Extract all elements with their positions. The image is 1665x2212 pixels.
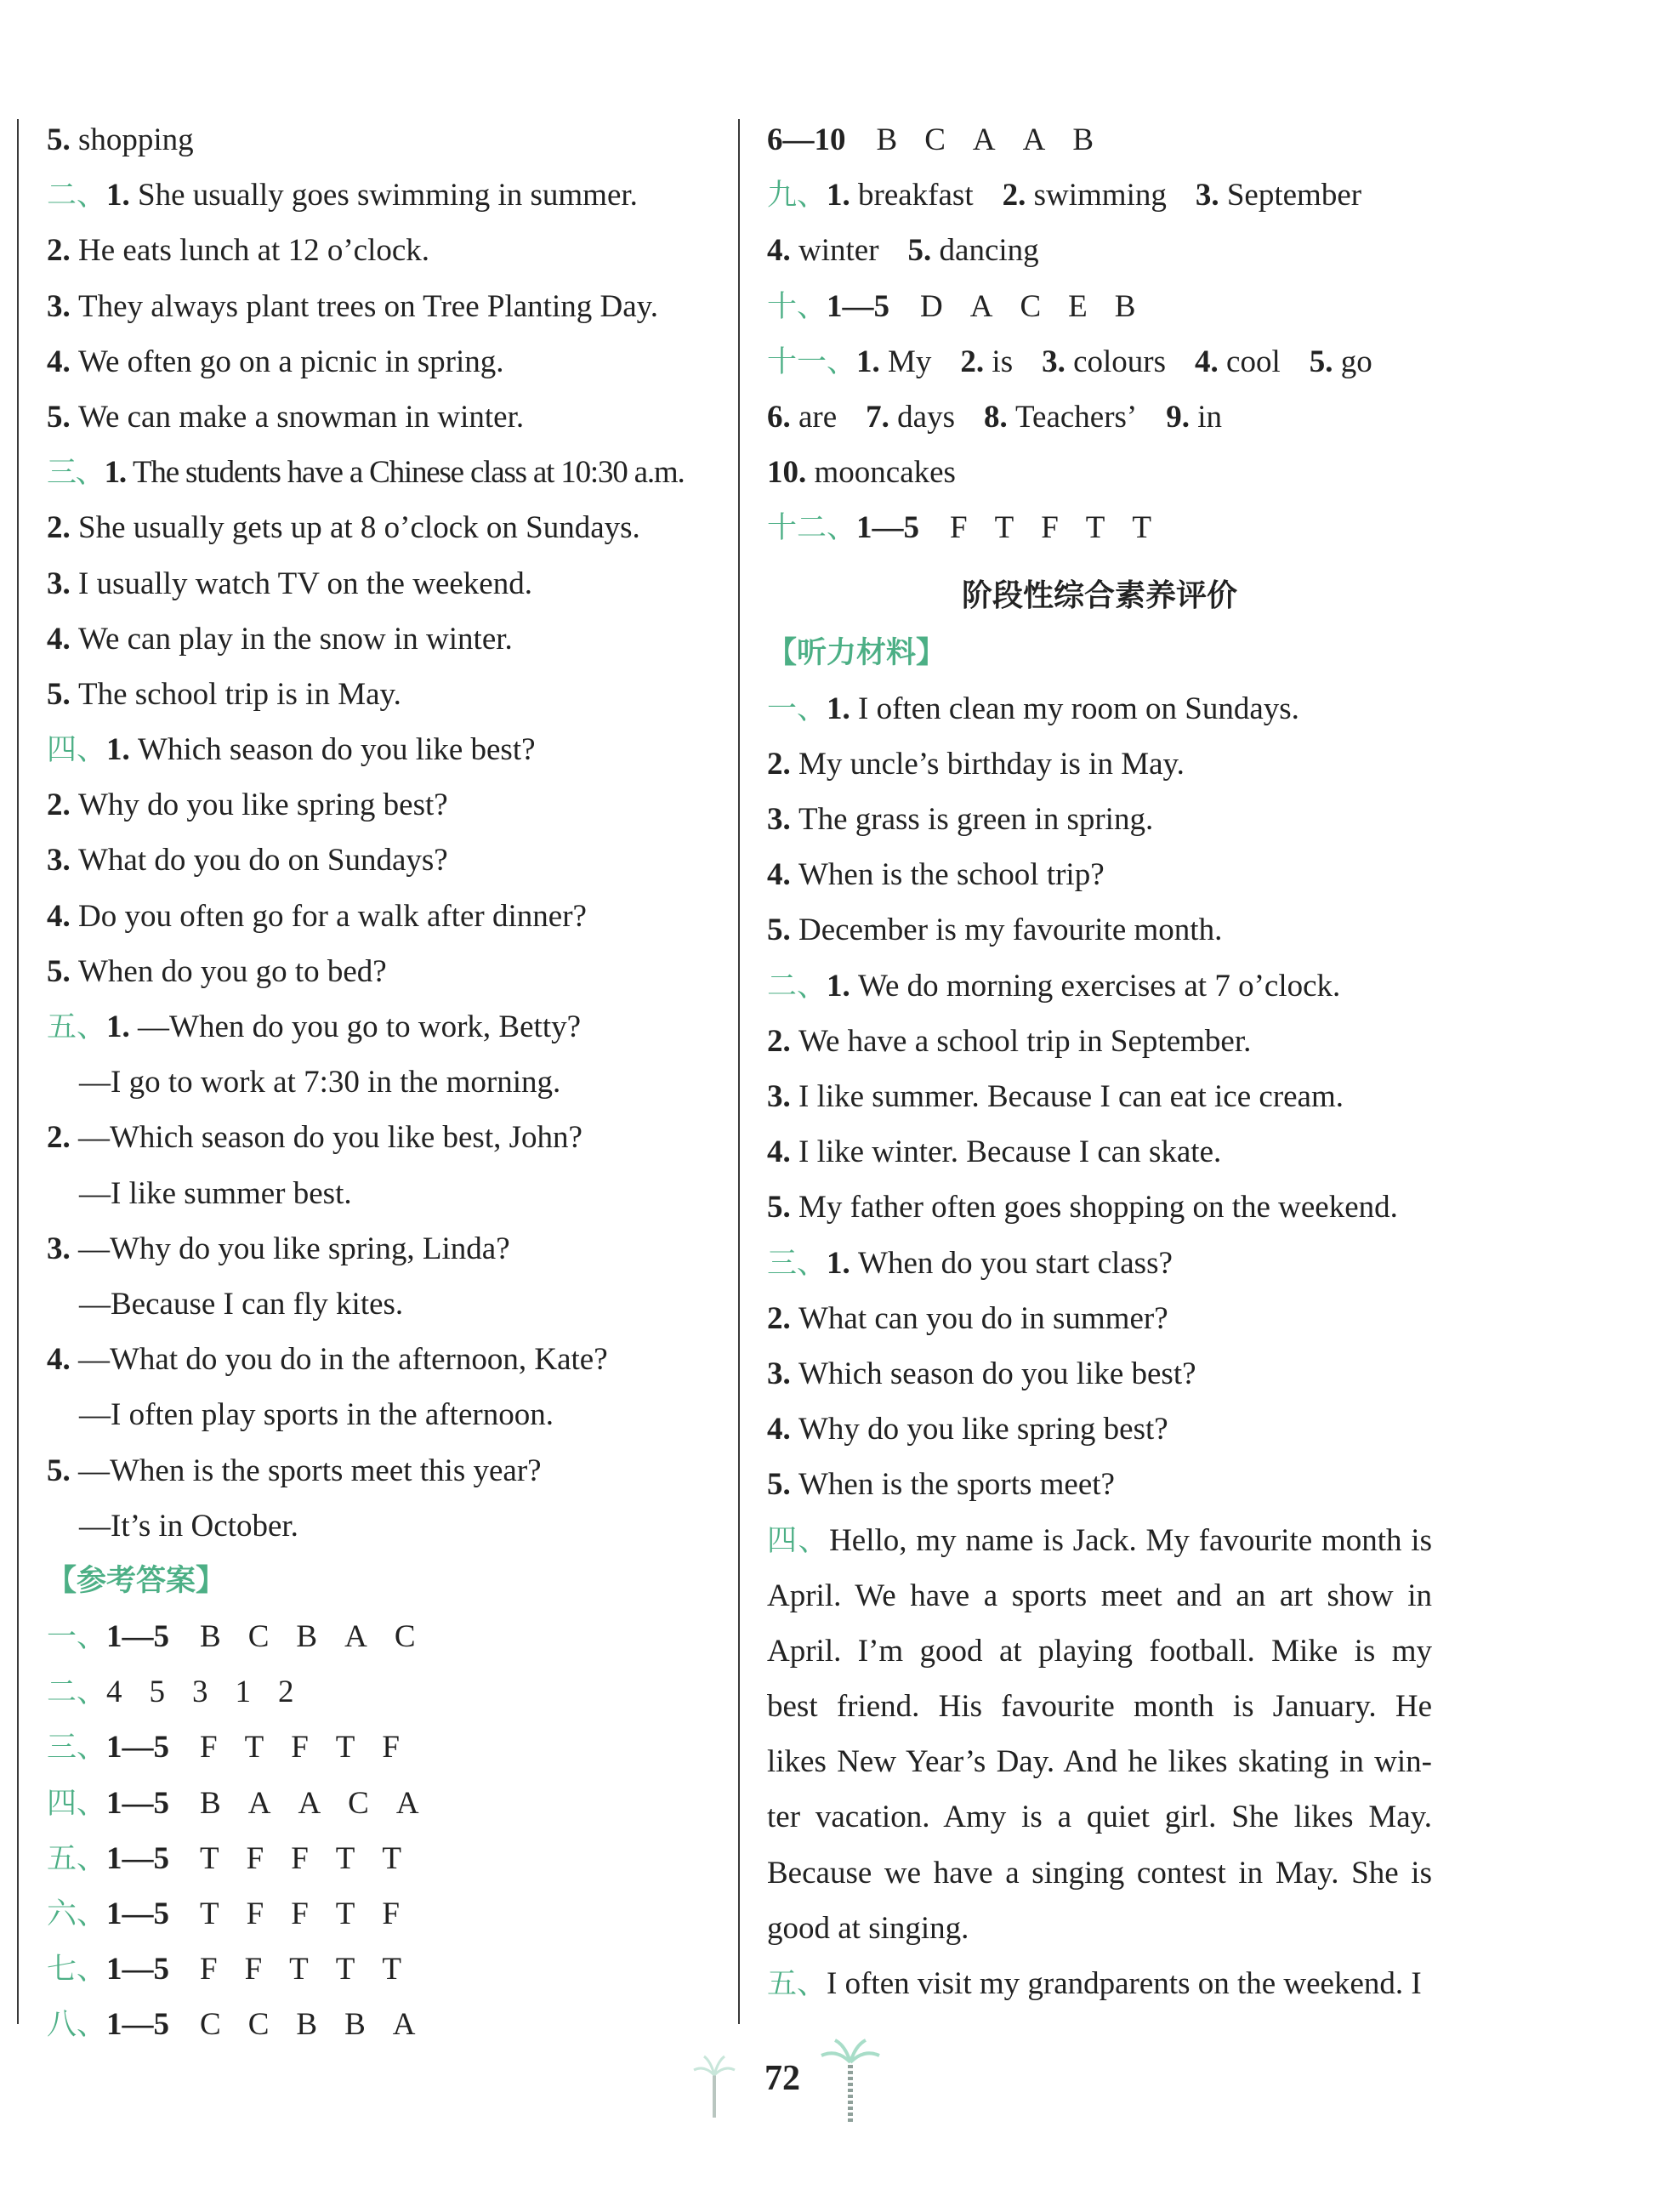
answer-value: F — [1041, 510, 1059, 546]
listening-lines — [767, 681, 1432, 1513]
item-number: 1. — [104, 455, 134, 491]
item-number: 4. — [47, 621, 78, 657]
item-number: 5. — [767, 1190, 798, 1225]
item-number: 9. — [1166, 399, 1198, 435]
item-number: 1—5 — [106, 1730, 170, 1766]
item-number: 4. — [47, 344, 78, 379]
answer-value: C — [348, 1785, 369, 1821]
section-number: 三、 — [47, 456, 105, 491]
item-number: 7. — [866, 399, 898, 435]
item-number: 2. — [47, 1120, 78, 1156]
answer-key-row — [47, 1886, 727, 1942]
section-heading: 阶段性综合素养评价 — [961, 577, 1237, 613]
answer-line — [47, 611, 727, 667]
item-text: The grass is green in spring. — [798, 802, 1154, 838]
answer-item — [767, 233, 879, 268]
item-text: Do you often go for a walk after dinner? — [78, 898, 587, 934]
item-text: We often go on a picnic in spring. — [78, 344, 504, 379]
answer-value: 5 — [149, 1675, 166, 1710]
passage-line — [767, 1789, 1432, 1845]
item-number: 1. — [827, 178, 859, 213]
right-column — [767, 112, 1432, 2011]
item-text: December is my favourite month. — [798, 913, 1223, 948]
item-number: 1—5 — [106, 2007, 170, 2043]
answer-key-row — [47, 1831, 727, 1886]
answer-item — [1196, 178, 1361, 213]
item-text: When is the school trip? — [798, 857, 1105, 893]
item-number: 5. — [767, 1467, 798, 1503]
answer-value: F — [246, 1896, 264, 1931]
item-number: 5. — [767, 913, 798, 948]
answer-row-twelve: 十二、1—5 F T F T T — [767, 500, 1432, 555]
passage-text: April. I’m good at playing football. Mike is my — [767, 1633, 1432, 1669]
section-number: 五、 — [47, 1010, 107, 1044]
item-number: 4. — [47, 898, 78, 934]
listening-line — [767, 958, 1432, 1014]
answer-value: C — [247, 2007, 270, 2043]
passage-line — [767, 1679, 1432, 1734]
item-number: 3. — [1195, 178, 1227, 213]
passage-text: good at singing. — [767, 1910, 969, 1946]
item-number: 2. — [47, 510, 78, 546]
answer-key-title: 【参考答案】 — [47, 1563, 226, 1598]
item-text: We do morning exercises at 7 o’clock. — [858, 968, 1341, 1004]
listening-line — [767, 847, 1432, 902]
answer-item — [984, 400, 1137, 435]
answer-value: T — [994, 510, 1014, 546]
item-text: I often clean my room on Sundays. — [858, 691, 1299, 726]
item-text: The students have a Chinese class at 10:30 a.m. — [133, 455, 685, 491]
answer-line — [47, 777, 727, 833]
answer-value: T — [335, 1730, 355, 1766]
answer-row-ten: 十、1—5 D A C E B — [767, 279, 1432, 334]
section-number: 四、 — [47, 1786, 107, 1821]
item-text: What do you do on Sundays? — [78, 843, 448, 879]
listening-line — [767, 1402, 1432, 1457]
answer-item — [1166, 400, 1222, 435]
item-number: 8. — [984, 399, 1015, 435]
passage-five: 五、I often visit my grandparents on the weekend. I — [767, 1966, 1422, 2001]
item-text: We can play in the snow in winter. — [78, 621, 513, 657]
item-text: —Which season do you like best, John? — [78, 1120, 582, 1156]
listening-line — [767, 1236, 1432, 1291]
item-number: 2. — [767, 1023, 798, 1059]
answer-item — [767, 455, 956, 490]
answer-value: 2 — [278, 1675, 294, 1710]
item-number: 1—5 — [106, 1952, 170, 1987]
passage-line — [767, 1623, 1432, 1679]
section-number: 四、 — [767, 1523, 830, 1558]
answer-value: B — [876, 122, 898, 157]
item-number: 2. — [1002, 178, 1034, 213]
answer-item — [1042, 344, 1166, 379]
item-number: 5. — [47, 953, 78, 989]
item-number: 1. — [106, 178, 139, 213]
item-number: 6. — [767, 399, 798, 435]
answer-row-eleven-cont — [767, 390, 1432, 445]
item-number: 5. — [1309, 344, 1341, 379]
answer-value: A — [969, 288, 993, 324]
answer-item — [1310, 344, 1372, 379]
item-text: Which season do you like best? — [798, 1356, 1196, 1391]
item-number: 1. — [106, 732, 139, 768]
answer-values — [169, 1841, 401, 1876]
item-number: 1. — [827, 968, 859, 1004]
answer-value: T — [244, 1730, 264, 1766]
item-number: 3. — [767, 1079, 798, 1114]
passage-text: Because we have a singing contest in May. She is — [767, 1855, 1432, 1891]
answer-line — [47, 112, 727, 168]
answer-value: F — [291, 1896, 309, 1931]
listening-line — [767, 1457, 1432, 1512]
item-number: 1. — [827, 1245, 859, 1281]
answer-value: F — [382, 1896, 400, 1931]
item-text: swimming — [1033, 178, 1167, 213]
answer-value: T — [1132, 510, 1151, 546]
item-text: cool — [1226, 344, 1281, 379]
item-number: 4. — [767, 233, 798, 269]
answer-value: C — [200, 2007, 221, 2043]
passage-line — [767, 1901, 1432, 1956]
item-text: When do you start class? — [858, 1245, 1173, 1281]
item-text: —I like summer best. — [79, 1175, 352, 1211]
answer-value: T — [200, 1896, 219, 1931]
item-text: They always plant trees on Tree Planting Day. — [78, 288, 658, 324]
answer-line — [47, 833, 727, 888]
item-number: 3. — [767, 1356, 798, 1391]
passage-line — [767, 1568, 1432, 1623]
listening-line — [767, 1069, 1432, 1124]
answer-line — [47, 944, 727, 999]
answer-line — [47, 223, 727, 278]
item-number: 3. — [47, 843, 78, 879]
item-text: —It’s in October. — [79, 1508, 298, 1544]
answer-values — [169, 1896, 400, 1931]
item-text: I like summer. Because I can eat ice cream. — [798, 1079, 1344, 1114]
answer-row-eleven-cont2 — [767, 445, 1432, 500]
item-number: 10. — [767, 455, 815, 491]
section-number: 二、 — [47, 1675, 107, 1710]
page-number: 72 — [764, 2059, 800, 2098]
item-text: colours — [1073, 344, 1167, 379]
item-text: When do you go to bed? — [78, 953, 387, 989]
item-number: 2. — [767, 746, 798, 782]
passage-text: Hello, my name is Jack. My favourite month is — [829, 1522, 1432, 1558]
section-number: 五、 — [47, 1841, 107, 1876]
palm-tree-icon — [816, 2037, 884, 2122]
item-text: Teachers’ — [1015, 399, 1138, 435]
answer-value: T — [335, 1840, 355, 1876]
section-number: 三、 — [47, 1731, 107, 1766]
answer-line — [47, 445, 727, 500]
item-number: 1—5 — [106, 1619, 170, 1655]
listening-line — [767, 902, 1432, 958]
answer-value: F — [246, 1840, 264, 1876]
answer-line — [47, 279, 727, 334]
answer-value: A — [392, 2007, 416, 2043]
item-text: go — [1340, 344, 1372, 379]
answer-line — [47, 556, 727, 611]
answer-item — [866, 400, 955, 435]
item-text: shopping — [78, 122, 194, 157]
item-text: Why do you like spring best? — [798, 1412, 1168, 1447]
answer-values — [169, 1952, 401, 1987]
item-number: 1—5 — [106, 1840, 170, 1876]
passage-text: best friend. His favourite month is January. He — [767, 1689, 1432, 1725]
section-number: 二、 — [767, 969, 827, 1004]
answer-value: C — [924, 122, 946, 157]
answer-item — [767, 400, 837, 435]
item-number: 2. — [960, 344, 992, 379]
answer-line — [47, 1387, 727, 1442]
item-text: winter — [798, 233, 879, 269]
answer-line — [47, 1443, 727, 1498]
answer-value: T — [382, 1952, 401, 1987]
answer-value: T — [1085, 510, 1105, 546]
answer-value: B — [200, 1785, 221, 1821]
answer-line — [47, 667, 727, 722]
answer-value: E — [1068, 288, 1088, 324]
answer-line — [47, 1498, 727, 1554]
item-text: are — [798, 399, 838, 435]
answer-value: T — [335, 1952, 355, 1987]
item-text: in — [1197, 399, 1223, 435]
column-divider — [738, 119, 740, 2024]
item-text: —I often play sports in the afternoon. — [79, 1397, 554, 1433]
answer-row-nine-cont — [767, 223, 1432, 278]
answer-value: T — [289, 1952, 309, 1987]
answer-values — [169, 2007, 415, 2042]
answer-key-rows — [47, 1609, 727, 2053]
answer-key-row — [47, 1997, 727, 2052]
passage-line — [767, 1734, 1432, 1789]
listening-line — [767, 1014, 1432, 1069]
answer-value: C — [1020, 288, 1042, 324]
answer-value: A — [395, 1785, 419, 1821]
answer-value: 4 — [106, 1675, 122, 1710]
left-margin-rule — [17, 119, 19, 2024]
item-text: Why do you like spring best? — [78, 788, 448, 823]
answer-item — [1003, 178, 1167, 213]
answer-line — [47, 722, 727, 777]
answer-line — [47, 889, 727, 944]
answer-value: A — [344, 1619, 367, 1655]
answer-item — [856, 344, 931, 379]
answer-line — [47, 999, 727, 1055]
answer-line — [47, 1166, 727, 1221]
answer-line — [47, 1332, 727, 1387]
answer-line — [47, 1277, 727, 1332]
section-number: 一、 — [47, 1620, 107, 1655]
answer-value: F — [244, 1952, 263, 1987]
answer-value: A — [247, 1785, 271, 1821]
item-number: 4. — [767, 1412, 798, 1447]
section-number: 四、 — [47, 733, 107, 768]
answer-line — [47, 500, 727, 555]
section-number: 七、 — [47, 1953, 107, 1987]
item-text: —Why do you like spring, Linda? — [78, 1231, 510, 1266]
item-text: We can make a snowman in winter. — [78, 399, 525, 435]
passage-line — [767, 1845, 1432, 1901]
item-text: days — [897, 399, 955, 435]
answer-value: B — [1072, 122, 1094, 157]
answer-key-row — [47, 1720, 727, 1775]
item-text: —I go to work at 7:30 in the morning. — [79, 1065, 561, 1100]
item-text: I like winter. Because I can skate. — [798, 1134, 1222, 1170]
answer-key-row — [47, 1776, 727, 1831]
answer-value: 1 — [235, 1675, 252, 1710]
answer-value: A — [972, 122, 996, 157]
item-number: 1. — [106, 1009, 139, 1044]
item-number: 2. — [47, 233, 78, 269]
answer-key-row — [47, 1609, 727, 1664]
item-number: 2. — [47, 788, 78, 823]
answer-value: A — [1022, 122, 1046, 157]
item-text: —When is the sports meet this year? — [78, 1453, 542, 1488]
answer-row-eleven: 十一、1. My 2. is 3. colours 4. cool 5. go — [767, 344, 1372, 379]
answer-line — [47, 390, 727, 445]
answer-value: B — [1114, 288, 1136, 324]
answer-value: F — [291, 1730, 309, 1766]
answer-values — [106, 1675, 294, 1709]
listening-line — [767, 1346, 1432, 1402]
item-text: I usually watch TV on the weekend. — [78, 566, 532, 601]
section-number: 八、 — [47, 2008, 107, 2043]
item-number: 1—5 — [106, 1896, 170, 1931]
listening-line — [767, 1124, 1432, 1180]
passage-text: April. We have a sports meet and an art show in — [767, 1578, 1432, 1613]
item-text: What can you do in summer? — [798, 1300, 1168, 1336]
item-text: She usually gets up at 8 o’clock on Sundays. — [78, 510, 640, 546]
item-text: September — [1226, 178, 1362, 213]
item-text: When is the sports meet? — [798, 1467, 1115, 1503]
answer-value: B — [296, 2007, 318, 2043]
item-number: 5. — [47, 1453, 78, 1488]
listening-line — [767, 736, 1432, 792]
item-number: 5. — [47, 399, 78, 435]
item-number: 1. — [856, 344, 889, 379]
item-number: 4. — [47, 1342, 78, 1378]
answer-value: C — [247, 1619, 270, 1655]
item-text: mooncakes — [814, 455, 956, 491]
answer-value: T — [200, 1840, 219, 1876]
answer-item — [1195, 344, 1281, 379]
item-number: 3. — [767, 802, 798, 838]
item-number: 2. — [767, 1300, 798, 1336]
item-number: 4. — [1195, 344, 1227, 379]
answer-line — [47, 1055, 727, 1110]
answer-value: A — [298, 1785, 321, 1821]
answer-item — [908, 233, 1039, 268]
item-number: 3. — [47, 566, 78, 601]
item-text: He eats lunch at 12 o’clock. — [78, 233, 430, 269]
item-number: 5. — [907, 233, 940, 269]
listening-line — [767, 792, 1432, 847]
item-number: 4. — [767, 857, 798, 893]
answer-value: B — [200, 1619, 221, 1655]
answer-item — [827, 178, 974, 213]
passage-text: ter vacation. Amy is a quiet girl. She likes May. — [767, 1800, 1432, 1835]
answer-key-row — [47, 1664, 727, 1720]
answer-line — [47, 1221, 727, 1277]
answer-value: C — [394, 1619, 416, 1655]
item-text: My — [888, 344, 932, 379]
listening-material-tag: 【听力材料】 — [767, 635, 946, 670]
item-number: 4. — [767, 1134, 798, 1170]
item-number: 3. — [47, 1231, 78, 1266]
item-text: is — [992, 344, 1014, 379]
answer-values — [169, 1730, 400, 1765]
item-text: —When do you go to work, Betty? — [138, 1009, 582, 1044]
answer-value: F — [291, 1840, 309, 1876]
left-column — [47, 112, 727, 2053]
answer-value: F — [200, 1730, 218, 1766]
section-number: 六、 — [47, 1897, 107, 1931]
item-text: We have a school trip in September. — [798, 1023, 1252, 1059]
answer-value: F — [382, 1730, 400, 1766]
item-number: 3. — [47, 288, 78, 324]
answer-line — [47, 334, 727, 390]
answer-values — [169, 1619, 415, 1654]
item-text: —Because I can fly kites. — [79, 1286, 404, 1322]
section-number: 三、 — [767, 1246, 827, 1281]
item-number: 5. — [47, 122, 78, 157]
answer-value: T — [335, 1896, 355, 1931]
answer-key-row — [47, 1942, 727, 1997]
item-number: 5. — [47, 676, 78, 712]
answer-line — [47, 168, 727, 223]
palm-tree-icon — [689, 2050, 740, 2118]
item-text: My uncle’s birthday is in May. — [798, 746, 1185, 782]
listening-line — [767, 1291, 1432, 1346]
answer-value: D — [920, 288, 943, 324]
section-number: 二、 — [47, 179, 107, 213]
answer-value: B — [296, 1619, 318, 1655]
answer-values — [169, 1786, 419, 1821]
item-text: My father often goes shopping on the weekend. — [798, 1190, 1398, 1225]
listening-line — [767, 681, 1432, 736]
section-number: 一、 — [767, 691, 827, 726]
item-text: Which season do you like best? — [138, 732, 536, 768]
answer-item — [960, 344, 1013, 379]
answer-value: 3 — [192, 1675, 208, 1710]
answer-value: B — [344, 2007, 366, 2043]
item-text: breakfast — [858, 178, 974, 213]
item-text: dancing — [939, 233, 1039, 269]
passage-four — [767, 1513, 1432, 1957]
item-number: 3. — [1042, 344, 1074, 379]
listening-line — [767, 1180, 1432, 1235]
item-text: She usually goes swimming in summer. — [138, 178, 638, 213]
answer-row-nine: 九、1. breakfast 2. swimming 3. September — [767, 178, 1362, 213]
item-text: —What do you do in the afternoon, Kate? — [78, 1342, 608, 1378]
item-text: The school trip is in May. — [78, 676, 401, 712]
answer-line — [47, 1110, 727, 1165]
passage-text: likes New Year’s Day. And he likes skating in win- — [767, 1744, 1432, 1780]
passage-line — [767, 1513, 1432, 1568]
answer-row-6-10: 6—10 B C A A B — [767, 112, 1432, 168]
left-lines — [47, 112, 727, 1554]
item-number: 1. — [827, 691, 859, 726]
item-number: 1—5 — [106, 1785, 170, 1821]
answer-value: F — [200, 1952, 218, 1987]
answer-value: T — [382, 1840, 401, 1876]
answer-value: F — [950, 510, 968, 546]
